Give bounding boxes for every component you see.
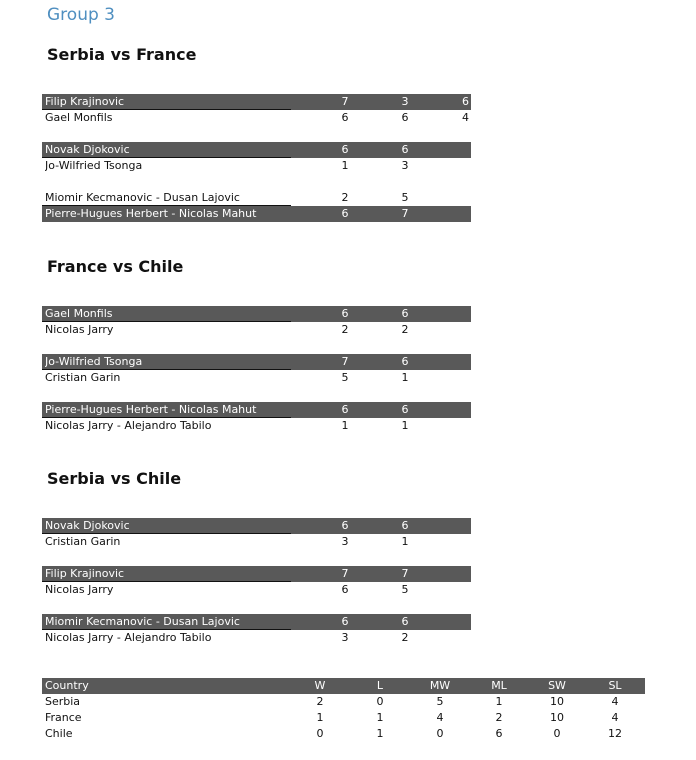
standings-sw: 10 — [550, 695, 564, 708]
standings-row — [42, 694, 645, 710]
standings-sw: 0 — [553, 727, 561, 740]
match-winner-row — [42, 402, 471, 418]
player-name: Gael Monfils — [45, 307, 113, 320]
standings-ml: 6 — [495, 727, 503, 740]
player-name: Filip Krajinovic — [45, 567, 125, 580]
set-score: 6 — [341, 111, 349, 124]
standings-mw: 5 — [436, 695, 444, 708]
player-name: Novak Djokovic — [45, 143, 130, 156]
standings-sl: 4 — [611, 711, 619, 724]
player-name: Gael Monfils — [45, 111, 113, 124]
player-name: Cristian Garin — [45, 371, 121, 384]
match-loser-row — [42, 190, 471, 206]
set-score: 6 — [401, 519, 409, 532]
set-score: 1 — [341, 419, 349, 432]
match-loser-row — [42, 322, 471, 338]
row-divider — [42, 157, 291, 158]
standings-header-sw: SW — [548, 679, 566, 692]
player-name: Nicolas Jarry — [45, 323, 114, 336]
set-score: 6 — [341, 143, 349, 156]
player-name: Nicolas Jarry — [45, 583, 114, 596]
player-name: Pierre-Hugues Herbert - Nicolas Mahut — [45, 403, 257, 416]
standings-w: 2 — [316, 695, 324, 708]
standings-country: Serbia — [45, 695, 81, 708]
tie-title: France vs Chile — [47, 257, 184, 276]
row-divider — [42, 109, 291, 110]
set-score: 3 — [341, 631, 349, 644]
standings-header-mw: MW — [429, 679, 451, 692]
set-score: 7 — [341, 567, 349, 580]
set-score: 6 — [462, 95, 469, 108]
standings-header-sl: SL — [608, 679, 622, 692]
standings-sl: 4 — [611, 695, 619, 708]
match-loser-row — [42, 534, 471, 550]
match-winner-row — [42, 354, 471, 370]
group-title: Group 3 — [47, 5, 115, 25]
standings-ml: 1 — [495, 695, 503, 708]
set-score: 6 — [401, 111, 409, 124]
set-score: 1 — [401, 371, 409, 384]
set-score: 4 — [462, 111, 469, 124]
standings-l: 0 — [376, 695, 384, 708]
player-name: Nicolas Jarry - Alejandro Tabilo — [45, 419, 212, 432]
row-divider — [42, 629, 291, 630]
row-divider — [42, 417, 291, 418]
player-name: Filip Krajinovic — [45, 95, 125, 108]
player-name: Miomir Kecmanovic - Dusan Lajovic — [45, 615, 240, 628]
standings-l: 1 — [376, 727, 384, 740]
set-score: 2 — [341, 191, 349, 204]
set-score: 6 — [341, 207, 349, 220]
set-score: 6 — [341, 307, 349, 320]
match-winner-row — [42, 306, 471, 322]
standings-mw: 4 — [436, 711, 444, 724]
standings-l: 1 — [376, 711, 384, 724]
standings-sw: 10 — [550, 711, 564, 724]
match-loser-row — [42, 158, 471, 174]
standings-header-row — [42, 678, 645, 694]
set-score: 6 — [341, 403, 349, 416]
match-winner-row — [42, 94, 471, 110]
set-score: 1 — [401, 419, 409, 432]
set-score: 5 — [341, 371, 349, 384]
set-score: 6 — [341, 519, 349, 532]
set-score: 3 — [401, 95, 409, 108]
standings-header-l: L — [376, 679, 384, 692]
standings-w: 0 — [316, 727, 324, 740]
set-score: 7 — [401, 207, 409, 220]
standings-header-w: W — [314, 679, 326, 692]
set-score: 6 — [401, 307, 409, 320]
set-score: 7 — [401, 567, 409, 580]
player-name: Jo-Wilfried Tsonga — [45, 159, 143, 172]
set-score: 1 — [341, 159, 349, 172]
set-score: 2 — [401, 323, 409, 336]
standings-sl: 12 — [608, 727, 622, 740]
player-name: Jo-Wilfried Tsonga — [45, 355, 143, 368]
standings-w: 1 — [316, 711, 324, 724]
player-name: Nicolas Jarry - Alejandro Tabilo — [45, 631, 212, 644]
set-score: 7 — [341, 95, 349, 108]
row-divider — [42, 369, 291, 370]
tie-title: Serbia vs Chile — [47, 469, 182, 488]
standings-ml: 2 — [495, 711, 503, 724]
player-name: Novak Djokovic — [45, 519, 130, 532]
standings-row — [42, 710, 645, 726]
set-score: 1 — [401, 535, 409, 548]
match-loser-row — [42, 418, 471, 434]
row-divider — [42, 581, 291, 582]
match-winner-row — [42, 142, 471, 158]
standings-country: Chile — [45, 727, 73, 740]
match-winner-row — [42, 206, 471, 222]
match-loser-row — [42, 630, 471, 646]
match-loser-row — [42, 370, 471, 386]
row-divider — [42, 321, 291, 322]
match-loser-row — [42, 110, 471, 126]
standings-mw: 0 — [436, 727, 444, 740]
set-score: 6 — [401, 403, 409, 416]
match-winner-row — [42, 614, 471, 630]
set-score: 3 — [401, 159, 409, 172]
set-score: 6 — [401, 355, 409, 368]
match-winner-row — [42, 518, 471, 534]
player-name: Miomir Kecmanovic - Dusan Lajovic — [45, 191, 240, 204]
player-name: Pierre-Hugues Herbert - Nicolas Mahut — [45, 207, 257, 220]
set-score: 2 — [341, 323, 349, 336]
player-name: Cristian Garin — [45, 535, 121, 548]
standings-header-country: Country — [45, 679, 89, 692]
set-score: 3 — [341, 535, 349, 548]
set-score: 6 — [341, 615, 349, 628]
set-score: 2 — [401, 631, 409, 644]
set-score: 6 — [401, 615, 409, 628]
set-score: 7 — [341, 355, 349, 368]
tie-title: Serbia vs France — [47, 45, 197, 64]
standings-header-ml: ML — [491, 679, 507, 692]
match-winner-row — [42, 566, 471, 582]
standings-country: France — [45, 711, 82, 724]
set-score: 6 — [341, 583, 349, 596]
standings-row — [42, 726, 645, 742]
set-score: 5 — [401, 191, 409, 204]
row-divider — [42, 205, 291, 206]
match-loser-row — [42, 582, 471, 598]
set-score: 6 — [401, 143, 409, 156]
row-divider — [42, 533, 291, 534]
set-score: 5 — [401, 583, 409, 596]
